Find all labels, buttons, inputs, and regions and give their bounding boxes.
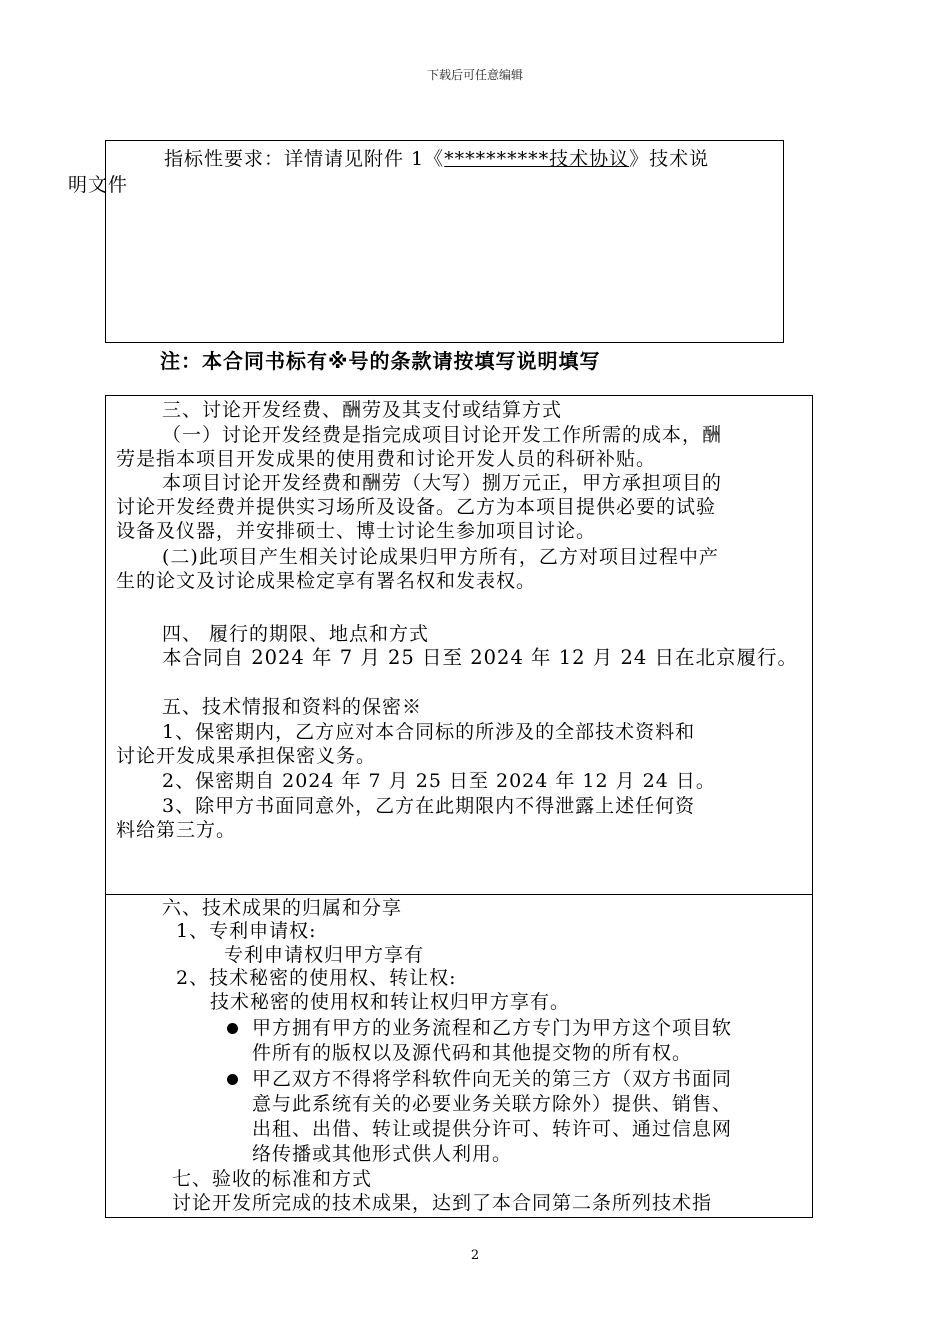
section-3-p2-line1: 本项目讨论开发经费和酬劳（大写）捌万元正，甲方承担项目的 <box>162 472 723 494</box>
section-5-item3-line1: 3、除甲方书面同意外，乙方在此期限内不得泄露上述任何资 <box>162 795 696 817</box>
section-5-item1-line1: 1、保密期内，乙方应对本合同标的所涉及的全部技术资料和 <box>162 721 696 743</box>
section-7-title: 七、验收的标准和方式 <box>172 1168 373 1190</box>
section-7-line: 讨论开发所完成的技术成果，达到了本合同第二条所列技术指 <box>172 1192 713 1214</box>
section-5-item2: 2、保密期自 2024 年 7 月 25 日至 2024 年 12 月 24 日。 <box>162 770 716 792</box>
bullet-icon <box>227 1074 238 1085</box>
section-6-title: 六、技术成果的归属和分享 <box>162 897 403 919</box>
section-5-item1-line2: 讨论开发成果承担保密义务。 <box>116 745 377 767</box>
attachment-reference: **********技术协议 <box>444 148 630 170</box>
page-header: 下载后可任意编辑 <box>426 68 523 82</box>
indicator-requirements-text: 指标性要求：详情请见附件 1《**********技术协议》技术说 明文件 <box>68 148 710 196</box>
section-3-p2-line3: 设备及仪器，并安排硕士、博士讨论生参加项目讨论。 <box>116 520 597 542</box>
section-6-item2-text: 技术秘密的使用权和转让权归甲方享有。 <box>210 991 571 1013</box>
section-5-title: 五、技术情报和资料的保密※ <box>162 696 423 718</box>
section-6-bullet2-line1: 甲乙双方不得将学科软件向无关的第三方（双方书面同 <box>252 1068 733 1090</box>
section-5-item3-line2: 料给第三方。 <box>116 819 237 841</box>
section-3-p1-line1: （一）讨论开发经费是指完成项目讨论开发工作所需的成本，酬 <box>162 424 723 446</box>
section-3-title: 三、讨论开发经费、酬劳及其支付或结算方式 <box>162 399 563 421</box>
section-6-bullet1-line2: 件所有的版权以及源代码和其他提交物的所有权。 <box>252 1042 693 1064</box>
section-6-bullet1-line1: 甲方拥有甲方的业务流程和乙方专门为甲方这个项目软 <box>252 1017 733 1039</box>
section-6-bullet2-line2: 意与此系统有关的必要业务关联方除外）提供、销售、 <box>252 1093 733 1115</box>
section-6-item1-text: 专利申请权归甲方享有 <box>224 944 425 966</box>
section-6-bullet2-line3: 出租、出借、转让或提供分许可、转许可、通过信息网 <box>252 1118 733 1140</box>
indicator-requirements-box <box>68 140 784 343</box>
section-3-p1-line2: 劳是指本项目开发成果的使用费和讨论开发人员的科研补贴。 <box>116 448 657 470</box>
section-6-item1: 1、专利申请权: <box>176 920 317 942</box>
sections-6-7-box <box>105 894 813 1218</box>
section-3-p3-line1: (二)此项目产生相关讨论成果归甲方所有，乙方对项目过程中产 <box>162 546 719 568</box>
section-3-p2-line2: 讨论开发经费并提供实习场所及设备。乙方为本项目提供必要的试验 <box>116 496 717 518</box>
section-6-bullet2-line4: 络传播或其他形式供人利用。 <box>252 1143 513 1165</box>
sections-3-5-box <box>105 395 813 895</box>
section-6-item2: 2、技术秘密的使用权、转让权: <box>176 967 457 989</box>
section-4-line: 本合同自 2024 年 7 月 25 日至 2024 年 12 月 24 日在北京履行。 <box>162 646 798 669</box>
bullet-icon <box>227 1023 238 1034</box>
section-3-p3-line2: 生的论文及讨论成果检定享有署名权和发表权。 <box>116 570 537 592</box>
contract-note: 注：本合同书标有※号的条款请按填写说明填写 <box>160 349 601 373</box>
section-4-title: 四、 履行的期限、地点和方式 <box>162 623 430 645</box>
page-number: 2 <box>470 1248 480 1263</box>
